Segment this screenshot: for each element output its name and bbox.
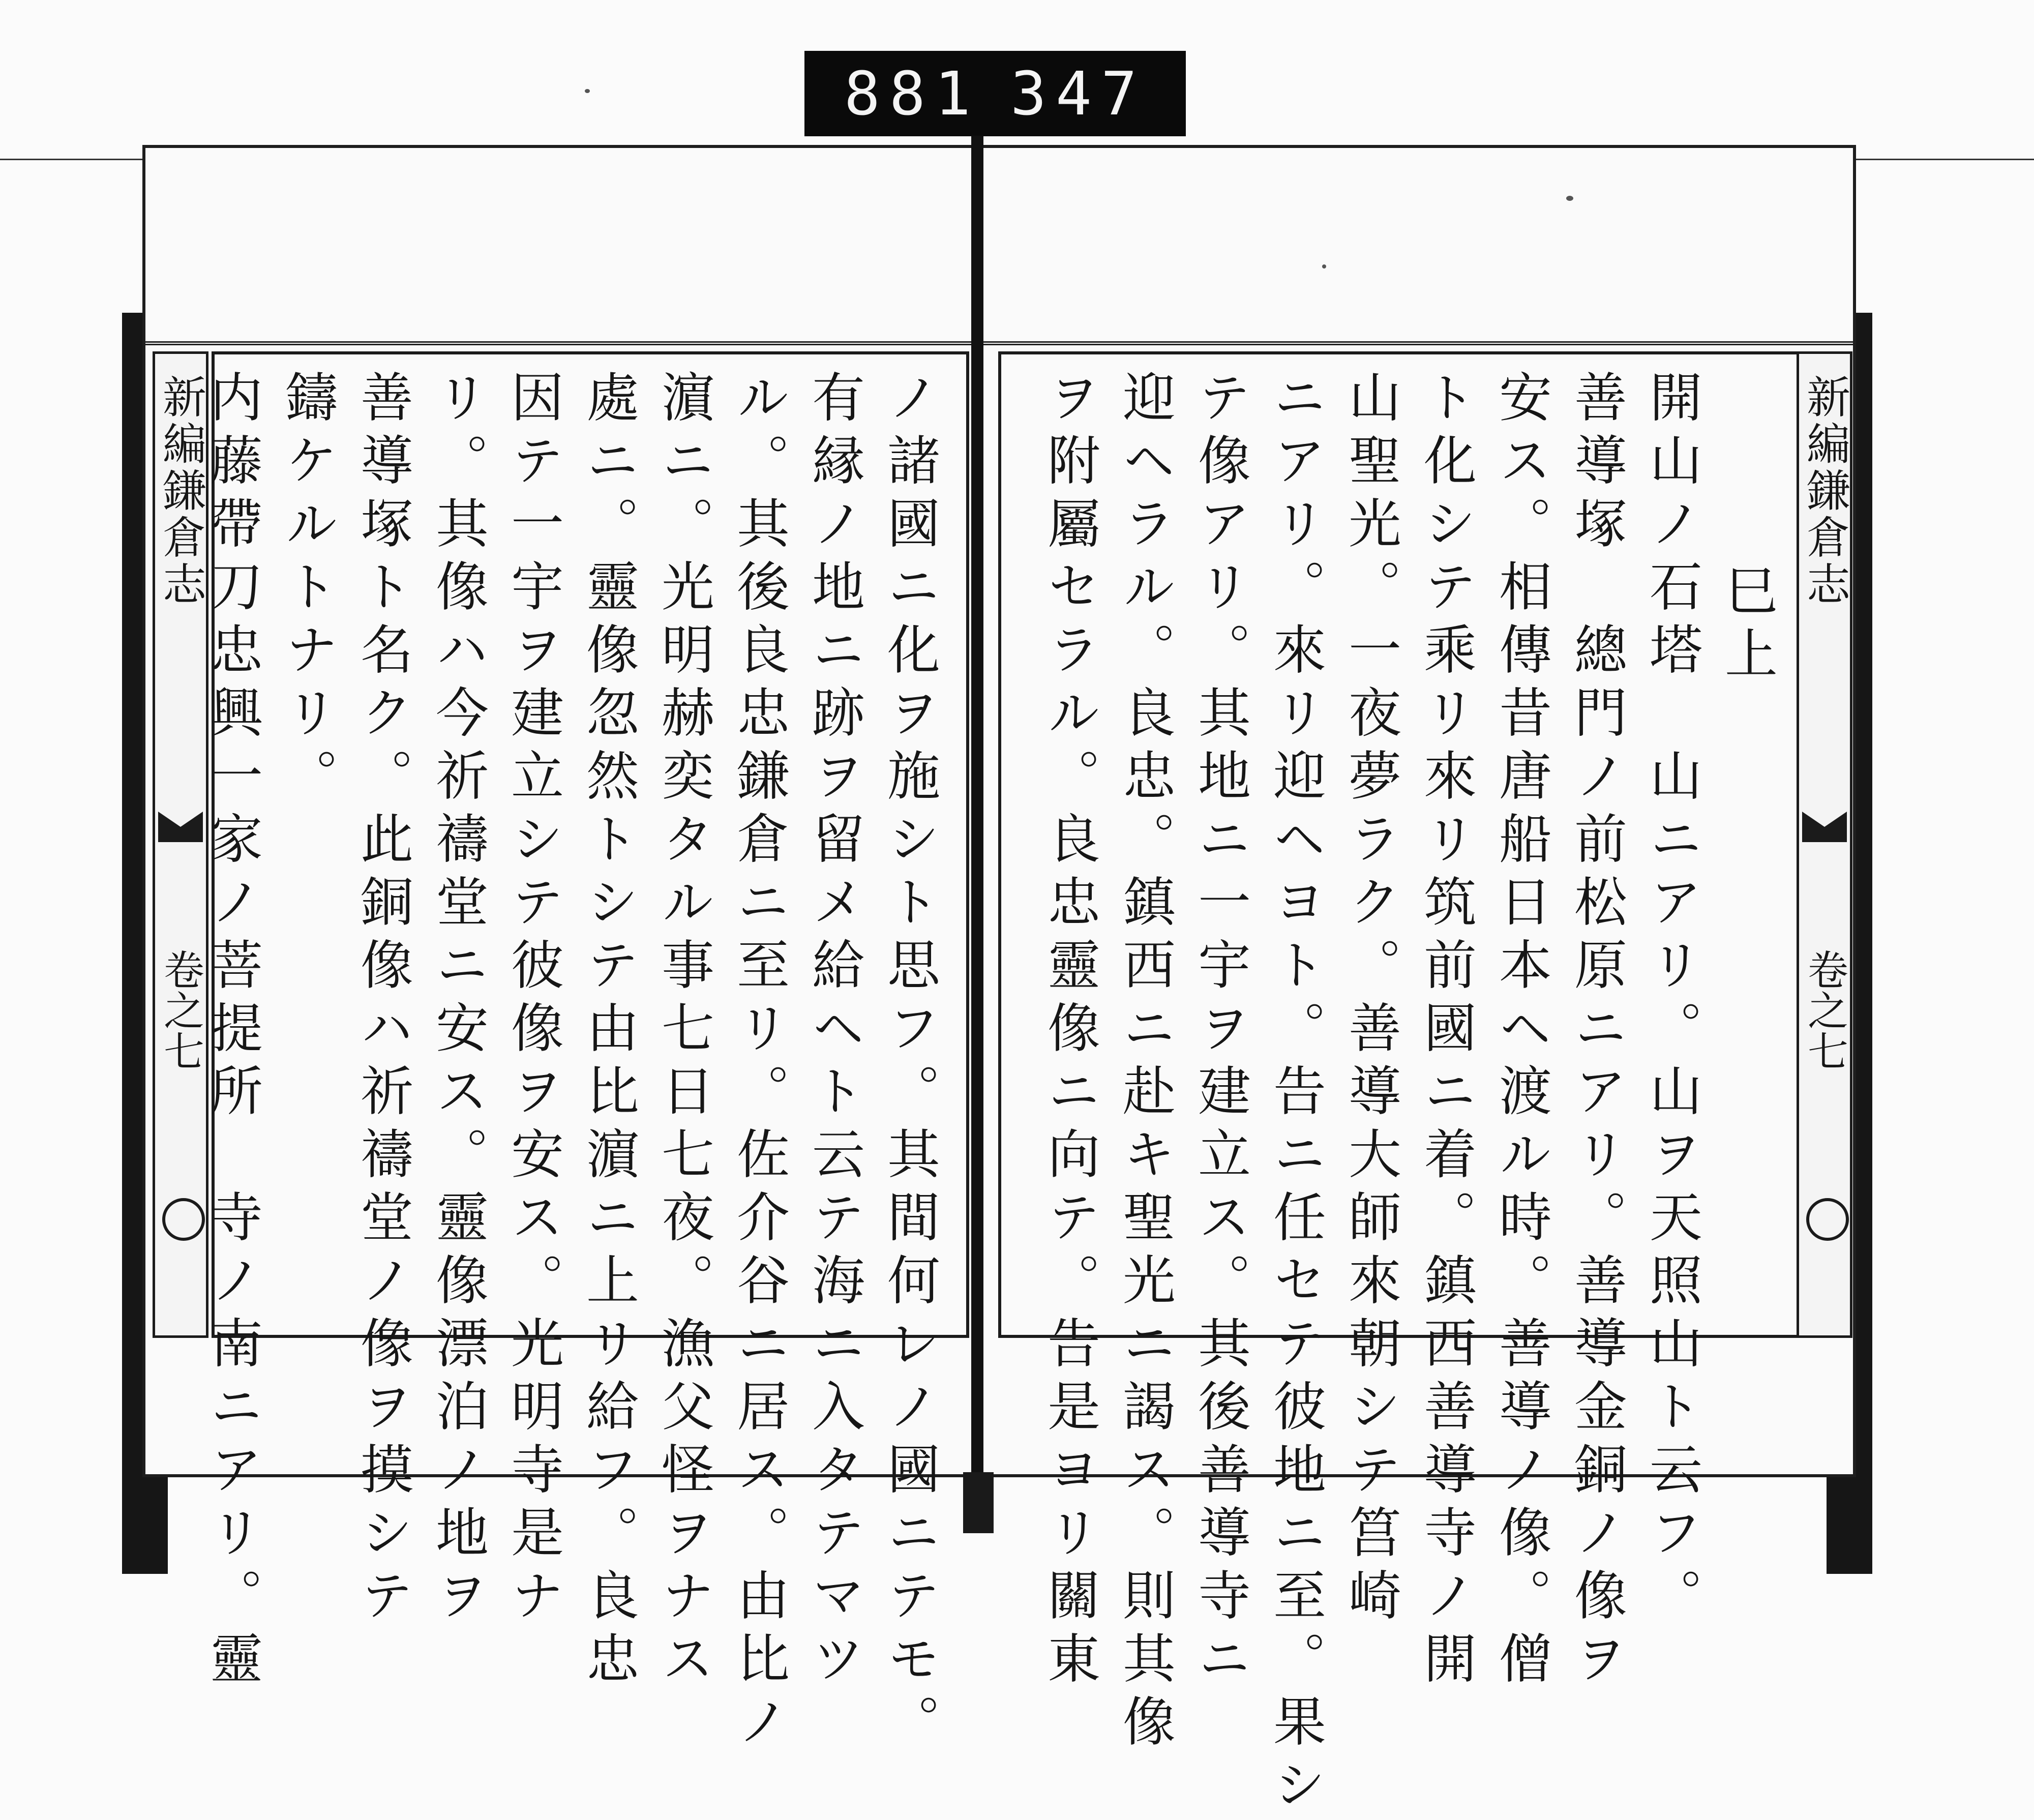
scan-speck: [585, 89, 590, 93]
text-line: 處ニ。靈像忽然トシテ由比濵ニ上リ給フ。良忠: [577, 370, 639, 1694]
text-line: 因テ一宇ヲ建立シテ彼像ヲ安ス。光明寺是ナ: [502, 370, 564, 1631]
scan-speck: [1566, 196, 1573, 201]
text-line: ヲ附屬セラル。良忠靈像ニ向テ。告是ヨリ關東: [1038, 370, 1100, 1694]
right-page-text-block: [998, 351, 1807, 1820]
text-line: テ像アリ。其地ニ一宇ヲ建立ス。其後善導寺ニ: [1189, 370, 1251, 1694]
fish-tail-mark-icon: [1802, 812, 1847, 842]
microfilm-frame-label: [804, 51, 1186, 136]
text-line: 有縁ノ地ニ跡ヲ留メ給ヘト云テ海ニ入タテマツ: [803, 370, 865, 1694]
right-page: [981, 145, 1856, 1820]
right-page-top-margin: [983, 148, 1853, 345]
text-line: 巳上: [1716, 563, 1778, 689]
text-line: ニアリ。來リ迎ヘヨト。告ニ任セテ彼地ニ至。果シ: [1264, 370, 1326, 1820]
text-line: ル。其後良忠鎌倉ニ至リ。佐介谷ニ居ス。由比ノ: [728, 370, 790, 1757]
scan-speck: [1322, 264, 1326, 268]
text-line: リ。其像ハ今祈禱堂ニ安ス。靈像漂泊ノ地ヲ: [427, 370, 489, 1631]
text-line: ノ諸國ニ化ヲ施シト思フ。其間何レノ國ニテモ。: [878, 370, 940, 1757]
left-page-text-block: [201, 351, 969, 1757]
book-spine-gutter: [971, 136, 983, 1524]
open-book-spread: [137, 145, 1887, 1820]
book-spine-foot: [963, 1472, 994, 1533]
left-page-top-margin: [145, 148, 975, 345]
folio-circle-icon: [1806, 1198, 1849, 1241]
text-line: 安ス。相傳昔唐船日本ヘ渡ル時。善導ノ像。僧: [1490, 370, 1552, 1694]
text-line: 善導塚 總門ノ前松原ニアリ。善導金銅ノ像ヲ: [1565, 370, 1627, 1694]
right-page-book-title: 新編鎌倉志: [1799, 374, 1850, 608]
text-line: 迎ヘラル。良忠。鎮西ニ赴キ聖光ニ謁ス。則其像: [1114, 370, 1176, 1757]
text-line: 山聖光。一夜夢ラク。善導大師來朝シテ筥崎: [1339, 370, 1401, 1631]
text-line: 開山ノ石塔 山ニアリ。山ヲ天照山ト云フ。: [1640, 370, 1702, 1631]
text-line: 鑄ケルトナリ。: [276, 370, 338, 811]
text-line: 善導塚ト名ク。此銅像ハ祈禱堂ノ像ヲ摸シテ: [351, 370, 413, 1631]
right-page-margin-column: [1797, 351, 1852, 1338]
text-line: ト化シテ乘リ來リ筑前國ニ着。鎮西善導寺ノ開: [1415, 370, 1477, 1694]
text-line: 内藤帶刀忠興一家ノ菩提所 寺ノ南ニアリ。靈: [201, 370, 263, 1694]
right-page-volume: 卷之七: [1801, 949, 1848, 1071]
text-line: 濵ニ。光明赫奕タル事七日七夜。漁父怪ヲナス: [652, 370, 714, 1694]
left-page: [142, 145, 976, 1757]
frame-number: 347: [1010, 58, 1147, 129]
left-page-book-title: 新編鎌倉志: [155, 374, 206, 608]
reel-number: 881: [844, 58, 980, 129]
left-page-volume: 卷之七: [157, 949, 204, 1071]
